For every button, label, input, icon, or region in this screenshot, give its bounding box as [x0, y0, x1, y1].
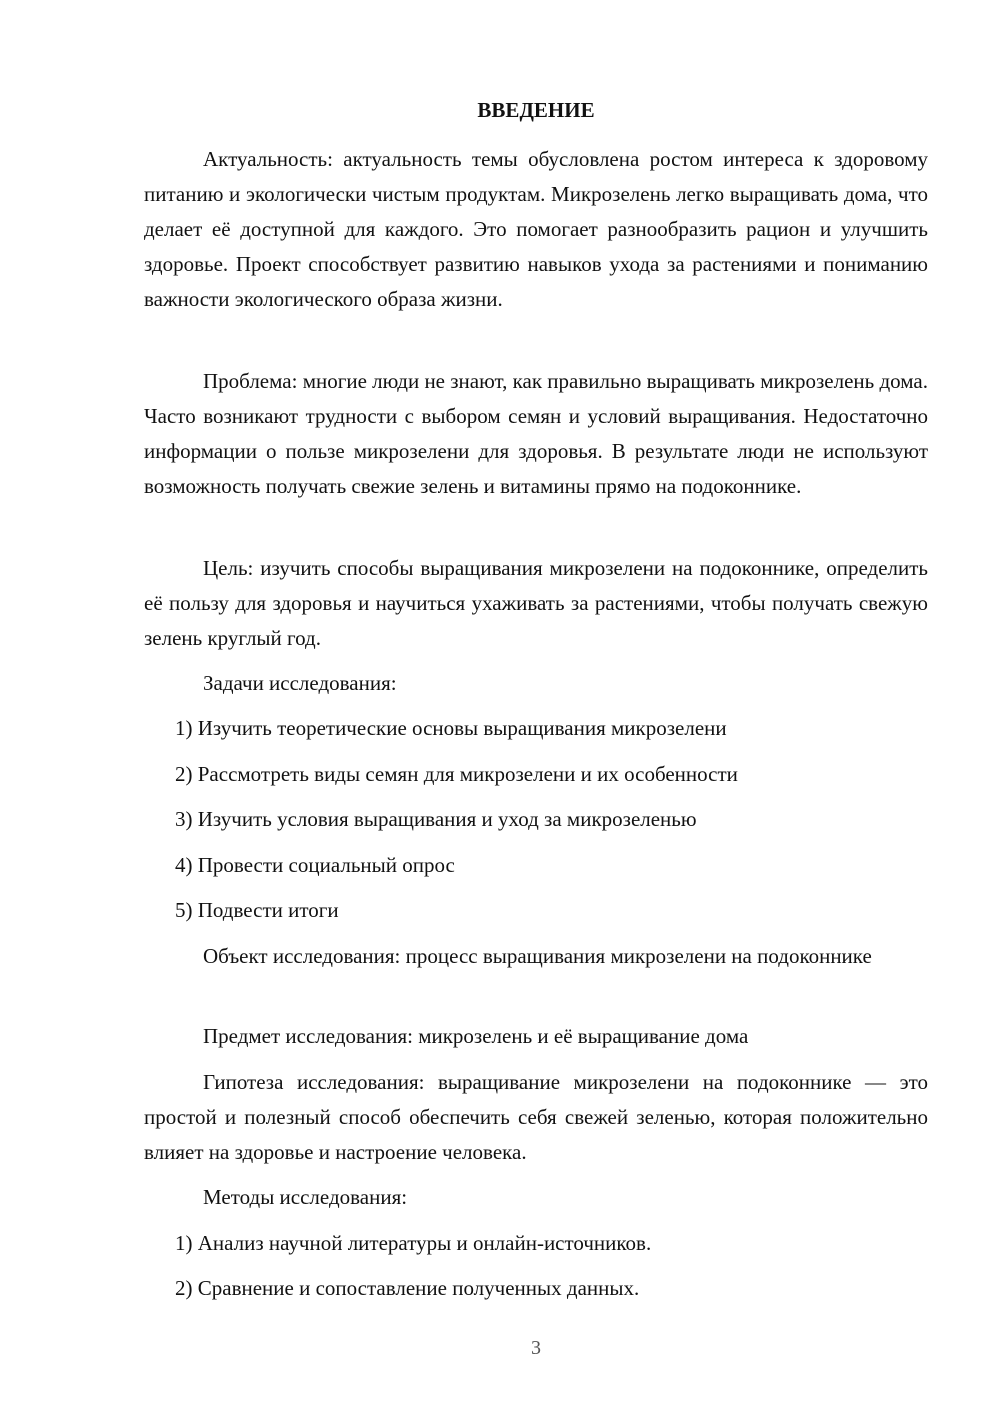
problem-paragraph: Проблема: многие люди не знают, как правильно выращивать микрозелень дома. Часто возникают трудности с выбором семян и условий выращивания. Недостаточно информации о пользе микрозелени для здоровья. В результате люди не используют возможность получать свежие зелень и витамины прямо на подоконнике.: [144, 369, 928, 498]
task-item: 1) Изучить теоретические основы выращивания микрозелени: [175, 716, 727, 740]
subject-paragraph: Предмет исследования: микрозелень и её выращивание дома: [203, 1024, 749, 1048]
task-item: 3) Изучить условия выращивания и уход за микрозеленью: [175, 807, 697, 831]
methods-heading: Методы исследования:: [203, 1185, 408, 1209]
tasks-heading: Задачи исследования:: [203, 671, 397, 695]
object-paragraph: Объект исследования: процесс выращивания микрозелени на подоконнике: [203, 944, 872, 968]
task-item: 4) Провести социальный опрос: [175, 853, 455, 877]
method-item: 1) Анализ научной литературы и онлайн-источников.: [175, 1231, 652, 1255]
task-item: 2) Рассмотреть виды семян для микрозелени и их особенности: [175, 762, 738, 786]
method-item: 2) Сравнение и сопоставление полученных данных.: [175, 1276, 640, 1300]
document-page: [144, 0, 928, 1414]
hypothesis-paragraph: Гипотеза исследования: выращивание микрозелени на подоконнике — это простой и полезный способ обеспечить себя свежей зеленью, которая положительно влияет на здоровье и настроение человека.: [144, 1070, 928, 1164]
goal-paragraph: Цель: изучить способы выращивания микрозелени на подоконнике, определить её пользу для здоровья и научиться ухаживать за растениями, чтобы получать свежую зелень круглый год.: [144, 556, 928, 650]
task-item: 5) Подвести итоги: [175, 898, 339, 922]
relevance-paragraph: Актуальность: актуальность темы обусловлена ростом интереса к здоровому питанию и экологически чистым продуктам. Микрозелень легко выращивать дома, что делает её доступной для каждого. Это помогает разнообразить рацион и улучшить здоровье. Проект способствует развитию навыков ухода за растениями и пониманию важности экологического образа жизни.: [144, 147, 928, 311]
page-title: ВВЕДЕНИЕ: [477, 98, 595, 122]
page-number: 3: [531, 1337, 541, 1359]
